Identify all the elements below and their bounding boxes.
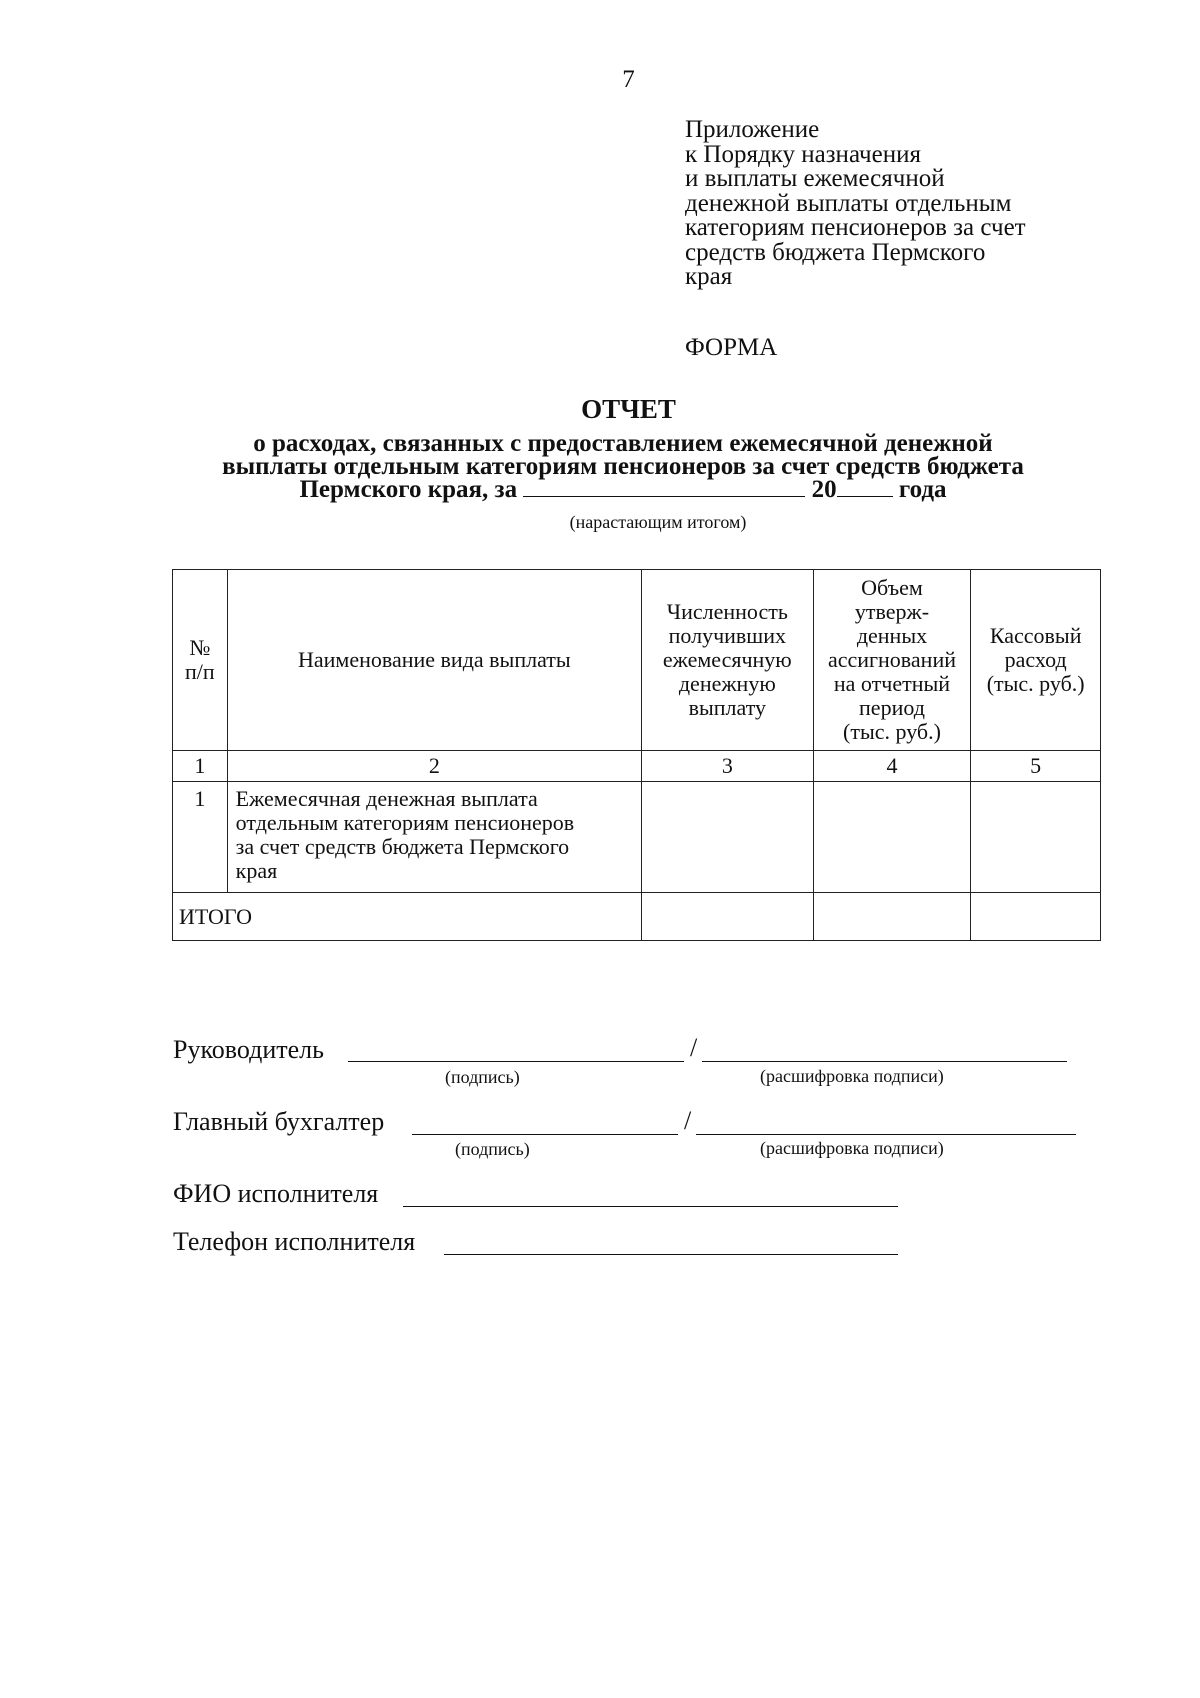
- appendix-line: средств бюджета Пермского: [685, 238, 986, 266]
- name-line: за счет средств бюджета Пермского: [235, 834, 570, 859]
- table-header-row: [173, 570, 1101, 751]
- header-text: (тыс. руб.): [843, 719, 941, 744]
- appendix-line: категориям пенсионеров за счет: [685, 214, 1026, 241]
- head-slash: /: [690, 1033, 698, 1062]
- chief-accountant-label: Главный бухгалтер: [173, 1107, 385, 1136]
- header-text: денежную: [678, 671, 776, 696]
- header-cell-recipients: [642, 570, 814, 751]
- total-cash-expense-cell[interactable]: [971, 893, 1101, 941]
- header-text: Объем: [861, 575, 923, 600]
- header-text: утверж-: [854, 599, 930, 624]
- subtitle-line: выплаты отдельным категориям пенсионеров за счет средств бюджета: [222, 453, 1024, 480]
- header-text: получивших: [668, 623, 787, 648]
- header-cell-allocations: [813, 570, 971, 751]
- total-row: [173, 893, 1101, 941]
- allocations-cell[interactable]: [813, 782, 971, 893]
- payment-type-name: [227, 782, 641, 893]
- head-decoding-field[interactable]: [702, 1061, 1067, 1062]
- total-recipients-cell[interactable]: [642, 893, 814, 941]
- chief-accountant-signature-caption: (подпись): [455, 1139, 530, 1159]
- column-number: 1: [173, 751, 228, 782]
- report-table: [172, 569, 1101, 941]
- column-numbers-row: [173, 751, 1101, 782]
- table-row: [173, 782, 1101, 893]
- head-label: Руководитель: [173, 1035, 324, 1064]
- header-text: на отчетный: [833, 671, 951, 696]
- column-number: 4: [813, 751, 971, 782]
- year-prefix: 20: [811, 476, 837, 503]
- appendix-line: денежной выплаты отдельным: [685, 189, 1012, 217]
- subtitle-prefix: Пермского края, за: [299, 476, 518, 503]
- form-label: ФОРМА: [685, 334, 778, 361]
- header-cell-payment-type: [227, 570, 641, 751]
- column-number: 3: [642, 751, 814, 782]
- appendix-line: края: [685, 263, 733, 290]
- year-suffix: года: [898, 476, 947, 503]
- total-allocations-cell[interactable]: [813, 893, 971, 941]
- column-number: 5: [971, 751, 1101, 782]
- executor-phone-label: Телефон исполнителя: [173, 1227, 416, 1256]
- report-subtitle: [160, 432, 1086, 501]
- appendix-line: и выплаты ежемесячной: [685, 165, 945, 192]
- header-text: Численность: [666, 599, 788, 624]
- executor-phone-field[interactable]: [444, 1254, 898, 1255]
- header-text: ежемесячную: [662, 647, 792, 672]
- header-text: п/п: [185, 659, 215, 684]
- executor-name-field[interactable]: [403, 1206, 898, 1207]
- chief-accountant-decoding-field[interactable]: [696, 1134, 1076, 1135]
- header-text: период: [859, 695, 925, 720]
- header-text: ассигнований: [827, 647, 956, 672]
- chief-accountant-decoding-caption: (расшифровка подписи): [760, 1138, 944, 1158]
- header-text: денных: [856, 623, 928, 648]
- appendix-reference: [685, 118, 1026, 290]
- header-cell-cash-expense: [971, 570, 1101, 751]
- head-signature-caption: (подпись): [445, 1067, 520, 1087]
- report-title: ОТЧЕТ: [581, 394, 676, 424]
- name-line: края: [235, 858, 278, 883]
- appendix-line: к Порядку назначения: [685, 140, 921, 168]
- subtitle-line: о расходах, связанных с предоставлением ежемесячной денежной: [253, 430, 993, 457]
- period-blank-field[interactable]: [523, 478, 805, 497]
- header-text: выплату: [688, 695, 767, 720]
- head-signature-field[interactable]: [348, 1061, 684, 1062]
- executor-name-label: ФИО исполнителя: [173, 1179, 379, 1208]
- header-text: №: [189, 635, 211, 660]
- header-text: Кассовый: [989, 623, 1082, 648]
- header-text: (тыс. руб.): [986, 671, 1085, 696]
- row-number: 1: [173, 782, 228, 893]
- chief-accountant-slash: /: [684, 1106, 692, 1135]
- appendix-line: Приложение: [685, 116, 820, 143]
- header-cell-number: [173, 570, 228, 751]
- column-number: 2: [227, 751, 641, 782]
- recipients-cell[interactable]: [642, 782, 814, 893]
- header-text: расход: [1004, 647, 1067, 672]
- total-label: ИТОГО: [173, 893, 642, 941]
- subtitle-line-period: [160, 478, 1086, 501]
- cash-expense-cell[interactable]: [971, 782, 1101, 893]
- name-line: отдельным категориям пенсионеров: [235, 810, 575, 835]
- chief-accountant-signature-field[interactable]: [412, 1134, 678, 1135]
- name-line: Ежемесячная денежная выплата: [235, 786, 538, 811]
- cumulative-note: (нарастающим итогом): [569, 512, 747, 532]
- page-number: 7: [622, 66, 635, 93]
- header-text: Наименование вида выплаты: [297, 647, 571, 672]
- head-decoding-caption: (расшифровка подписи): [760, 1066, 944, 1086]
- year-blank-field[interactable]: [837, 478, 893, 497]
